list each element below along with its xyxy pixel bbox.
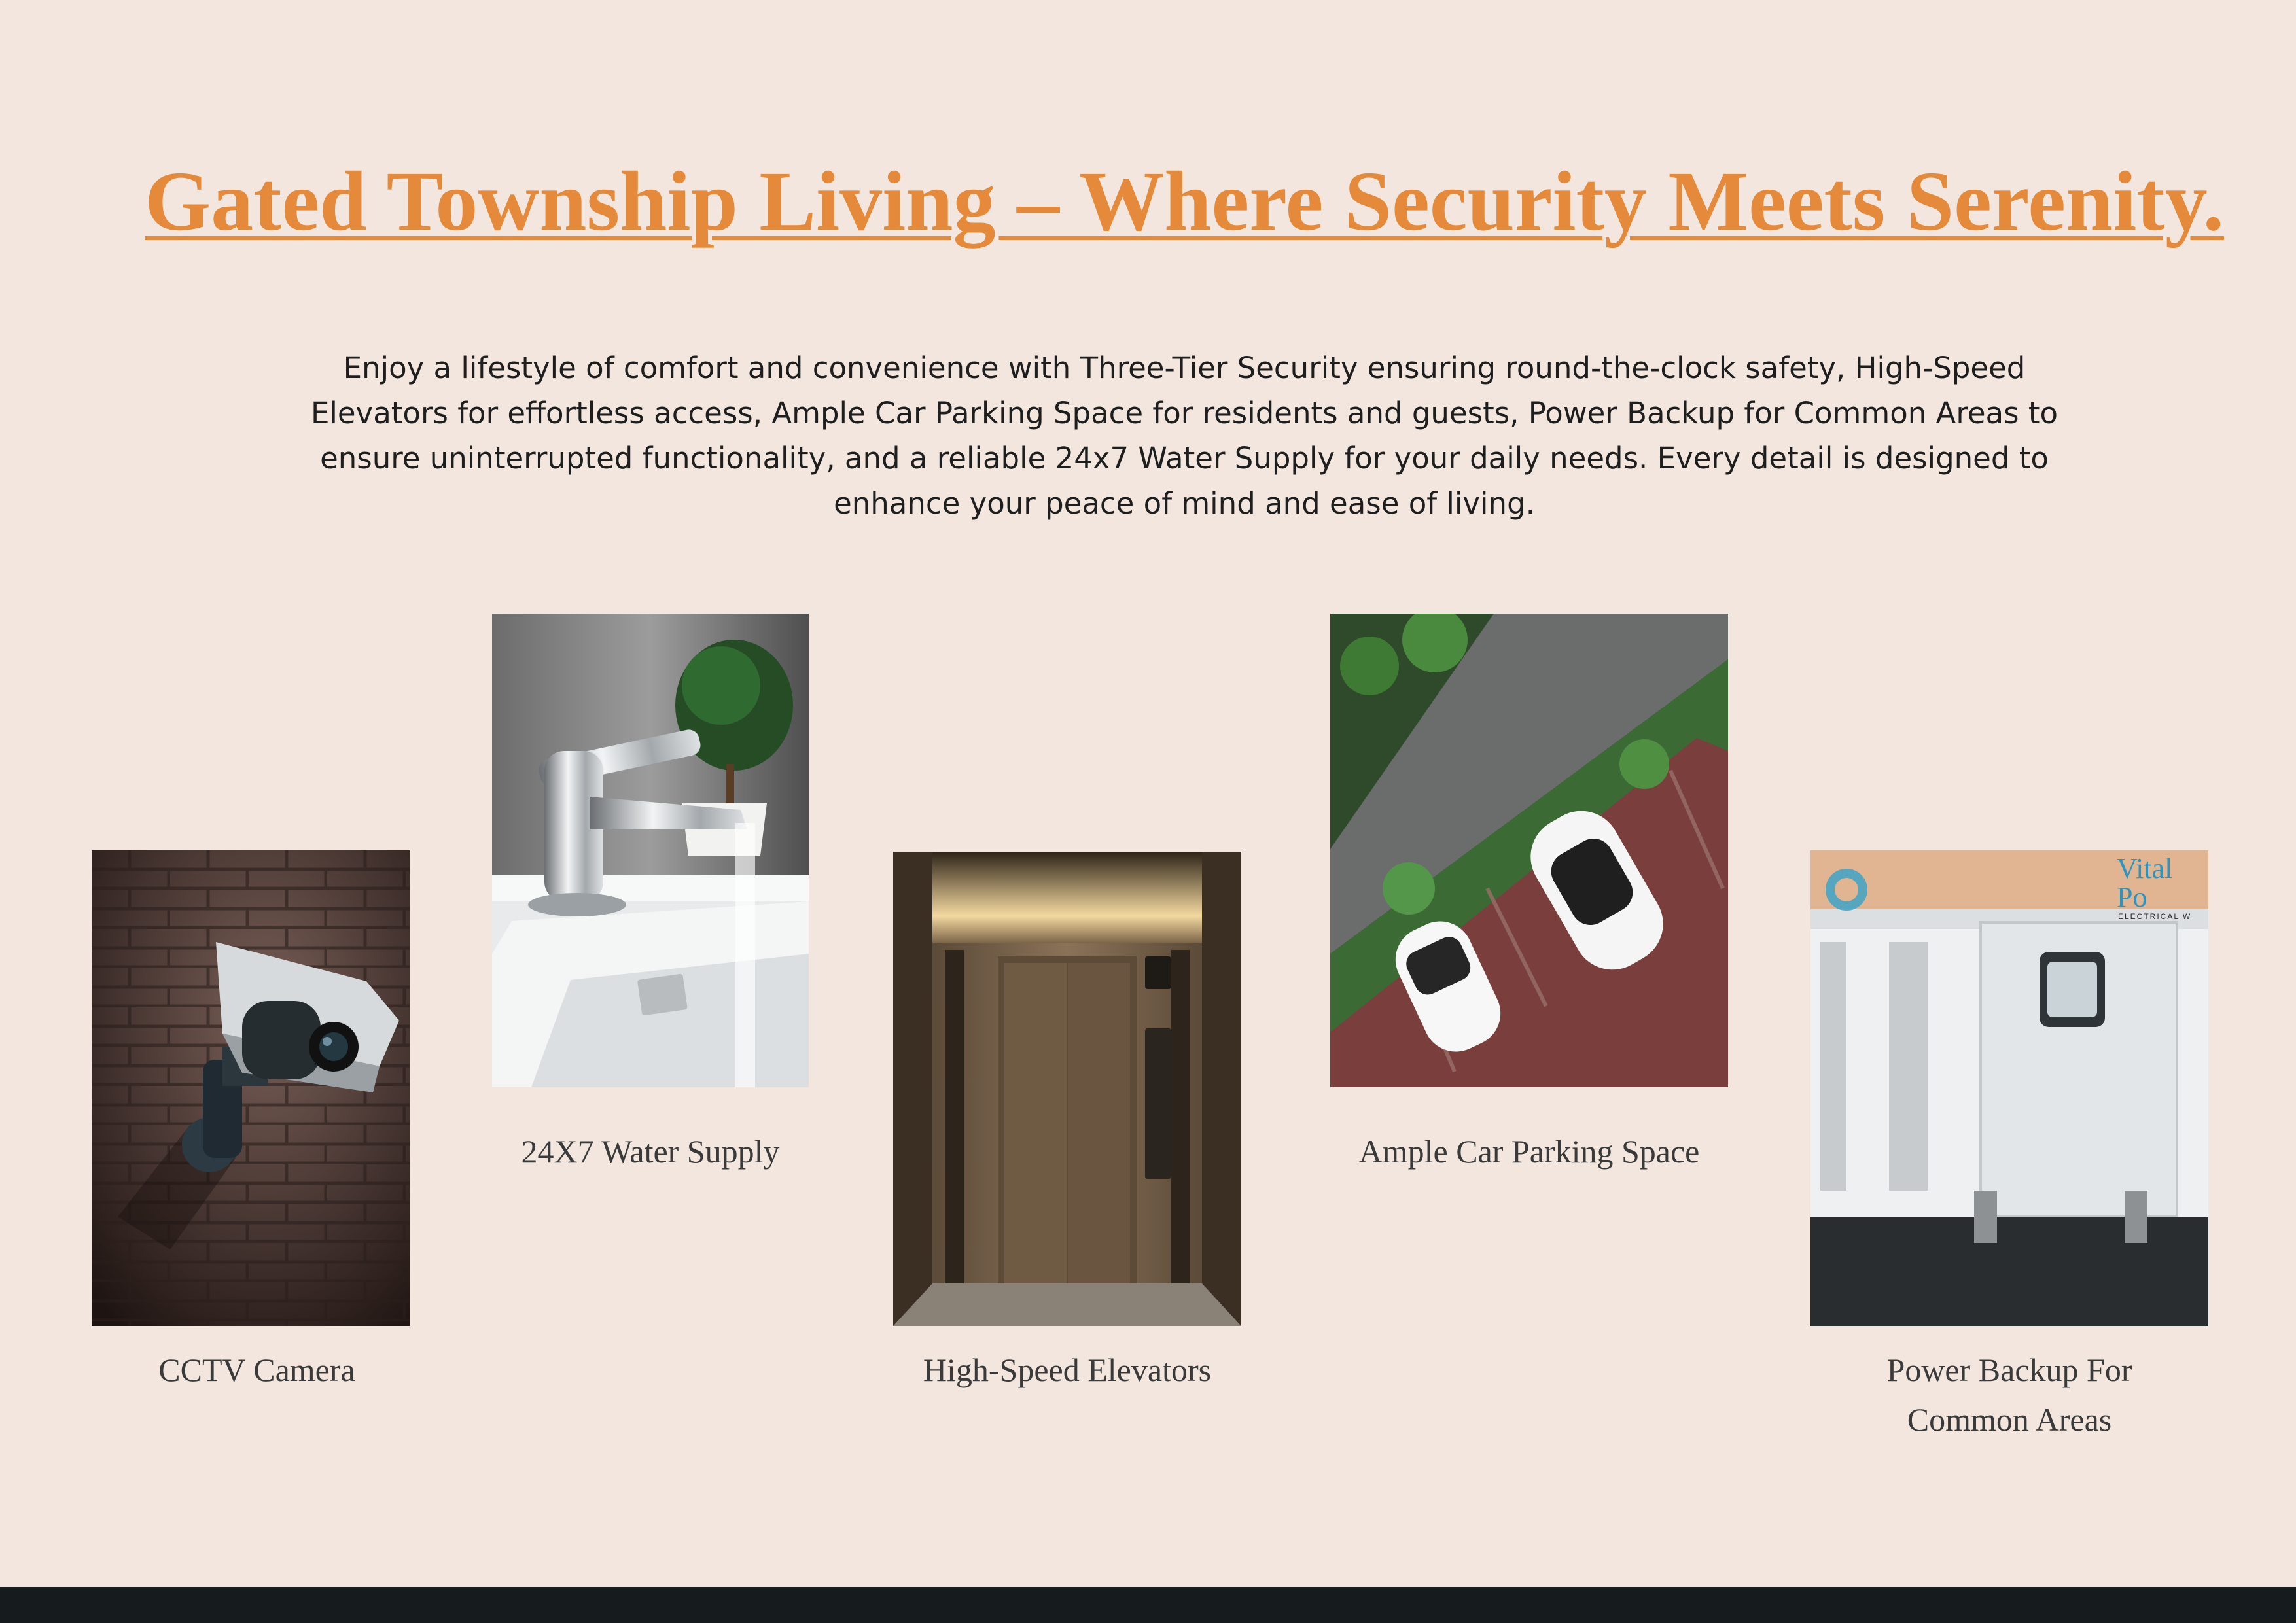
elevator-icon: [893, 852, 1241, 1326]
generator-photo: [1810, 850, 2208, 1326]
car-parking-photo: [1330, 614, 1728, 1087]
water-tap-photo: [492, 614, 809, 1087]
cctv-camera-photo: [92, 850, 410, 1326]
vital-power-logo: Vital Po ELECTRICAL W: [2117, 852, 2192, 921]
amenity-caption-water: 24X7 Water Supply: [521, 1133, 780, 1170]
intro-paragraph: Enjoy a lifestyle of comfort and convenience with Three-Tier Security ensuring round-the-clock safety, High-Speed Elevators for effortless access, Ample Car Parking Space for residents and guests, Power Backup for Common Areas to ensure uninterrupted functionality, and a reliable 24x7 Water Supply for your daily needs. Every detail is designed to enhance your peace of mind and ease of living.: [310, 351, 2058, 521]
footer-bar: [0, 1587, 2296, 1623]
page-title: Gated Township Living – Where Security Meets Serenity.: [145, 154, 2224, 249]
water-tap-icon: [492, 614, 809, 1087]
cctv-camera-icon: [92, 850, 410, 1326]
amenity-caption-cctv: CCTV Camera: [158, 1352, 355, 1388]
car-parking-icon: [1330, 614, 1728, 1087]
amenity-caption-parking: Ample Car Parking Space: [1358, 1133, 1700, 1170]
amenity-caption-power: Power Backup For Common Areas: [1886, 1352, 2132, 1438]
elevator-photo: [893, 852, 1241, 1326]
generator-icon: [1810, 850, 2208, 1326]
amenity-caption-elevator: High-Speed Elevators: [923, 1352, 1212, 1388]
